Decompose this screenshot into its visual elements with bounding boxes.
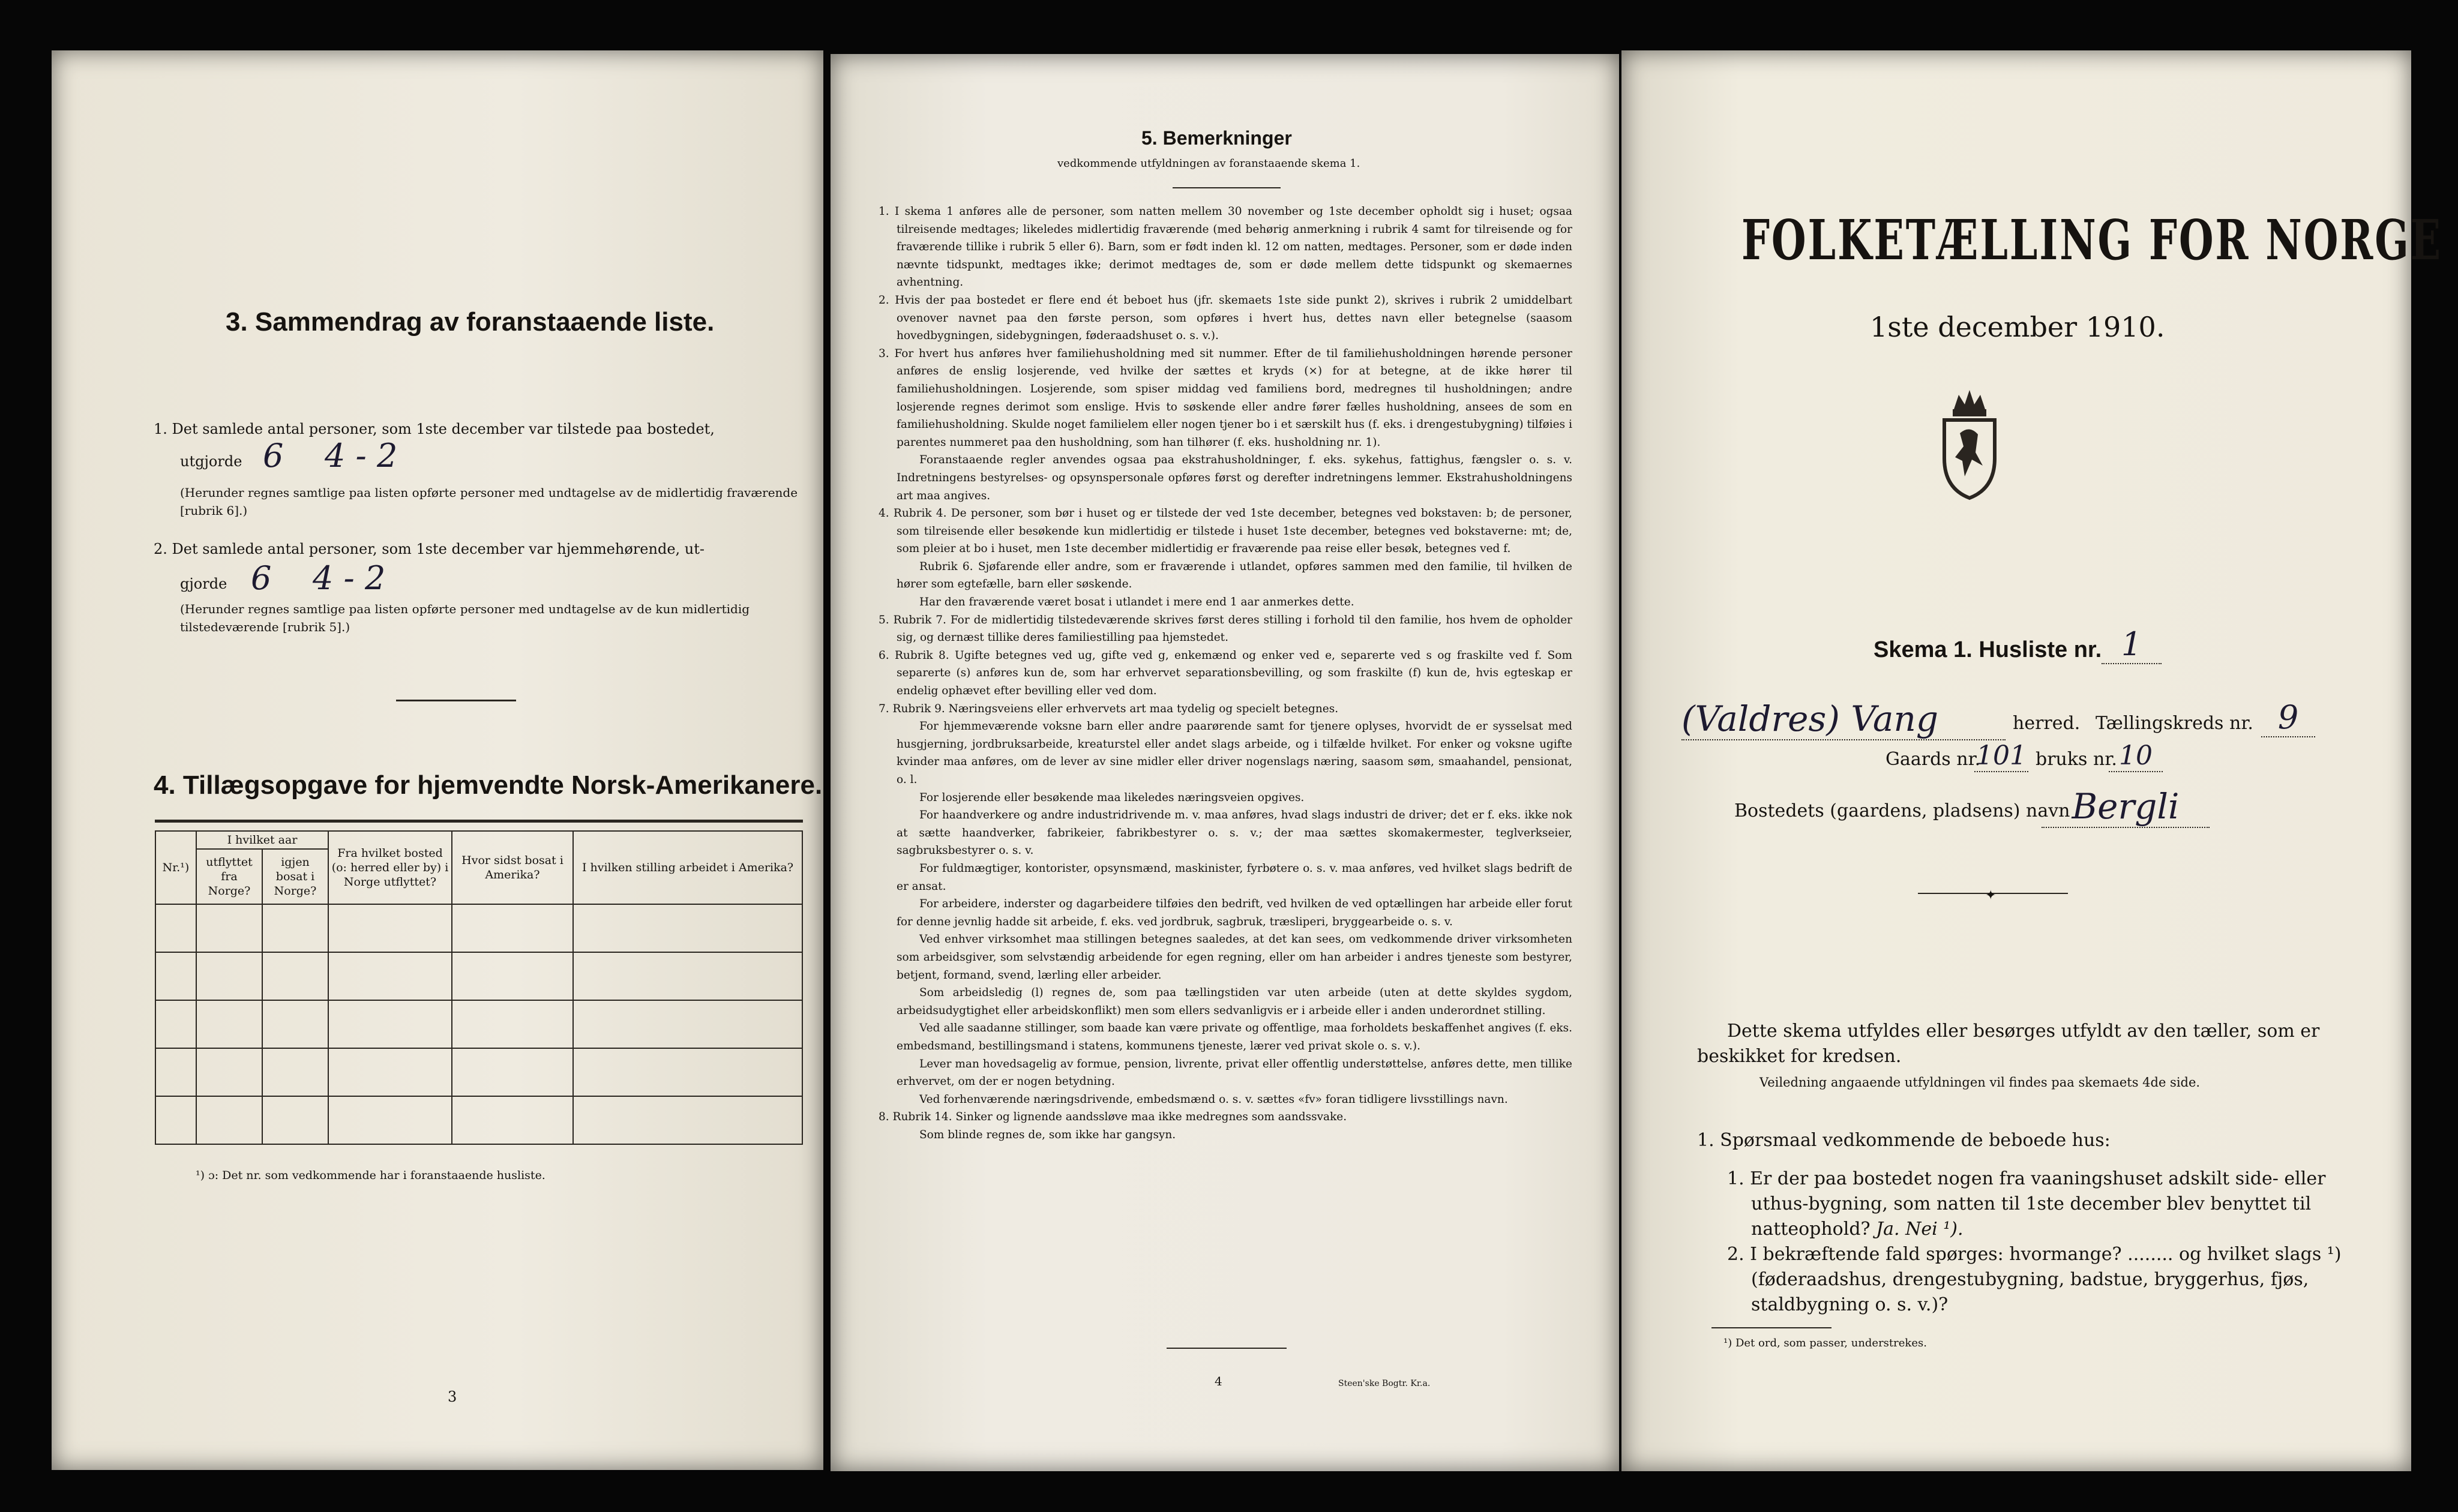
questions-heading: 1. Spørsmaal vedkommende de beboede hus: [1697, 1130, 2111, 1151]
table-row [155, 1048, 802, 1096]
table-row [155, 1096, 802, 1144]
section-3-title: 3. Sammendrag av foranstaaende liste. [226, 307, 715, 337]
remark-paragraph: 7. Rubrik 9. Næringsveiens eller erhvervets art maa tydelig og specielt betegnes. [879, 702, 1339, 715]
coat-of-arms-icon [1936, 386, 2003, 500]
summary-question-2: 2. Det samlede antal personer, som 1ste december var hjemmehørende, ut- [154, 541, 705, 557]
table-row [155, 904, 802, 952]
remark-paragraph: Ved forhenværende næringsdrivende, embedsmænd o. s. v. sættes «fv» foran tidligere livsstillings navn. [919, 1093, 1508, 1106]
page-number: 4 [1215, 1374, 1222, 1388]
remark-paragraph: 5. Rubrik 7. For de midlertidig tilstedeværende skrives først deres stilling i forhold til den familie, hos hvem de opholder sig, og dernæst tillike deres familiestilling paa hjemstedet. [879, 613, 1572, 644]
norsk-amerikanere-table [155, 830, 803, 1145]
summary-question-1: 1. Det samlede antal personer, som 1ste december var tilstede paa bostedet, [154, 421, 715, 437]
col-last-residence: Hvor sidst bosat i Amerika? [452, 831, 573, 904]
summary-q1-value: 6 4 - 2 [263, 437, 398, 475]
remark-paragraph: Ved alle saadanne stillinger, som baade kan være private og offentlige, maa forholdets beskaffenhet angives (f. eks. embedsmand, bestillingsmand i statens, kommunens tjeneste, lærer ved privat skole o. s. v.). [897, 1022, 1572, 1052]
col-emigrated: utflyttet fra Norge? [196, 849, 262, 904]
guide-text: Veiledning angaaende utfyldningen vil findes paa skemaets 4de side. [1759, 1075, 2201, 1090]
table-row [155, 952, 802, 1000]
col-nr: Nr.¹) [155, 831, 196, 904]
remark-paragraph: Som blinde regnes de, som ikke har gangsyn. [919, 1128, 1176, 1141]
remark-paragraph: 4. Rubrik 4. De personer, som bør i huset og er tilstede der ved 1ste december, betegnes ved bokstaven: b; de personer, som tilreisende eller besøkende kun midlertidig er tilstede i huset 1ste december, betegnes ved bokstaverne: mt; de, som pleier at bo i huset, men 1ste december midlertidig er fraværende paa reise eller besøk, betegnes ved f. [879, 507, 1572, 556]
remark-paragraph: 6. Rubrik 8. Ugifte betegnes ved ug, gifte ved g, enkemænd og enker ved e, separerte ved s og fraskilte ved f. Som separerte (s) anføres kun de, som har erhvervet separationsbevilling, og som fraskilte (f) kun de, hvis egteskap er endelig ophævet efter bevilling eller ved dom. [879, 649, 1572, 698]
question-1: 1. Er der paa bostedet nogen fra vaaningshuset adskilt side- eller uthus-bygning, som natten til 1ste december blev benyttet til natteophold? Ja. Nei ¹). [1727, 1168, 2326, 1240]
page-4-remarks [831, 54, 1619, 1471]
page-3-summary [52, 50, 823, 1470]
summary-q2-note: (Herunder regnes samtlige paa listen opførte personer med undtagelse av de kun midlertidig tilstedeværende [rubrik 5].) [180, 602, 750, 634]
remark-paragraph: For hjemmeværende voksne barn eller andre paarørende samt for tjenere oplyses, hvorvidt de er sysselsat med husgjerning, jordbruksarbeide, kreaturstel eller andet slags arbeide, og i tilfælde hvilket. For enker og voksne ugifte kvinder maa anføres, om de lever av sine midler eller driver nogenslags næring, saasom søm, smaahandel, pensionat, o. l. [897, 720, 1572, 786]
remark-paragraph: 2. Hvis der paa bostedet er flere end ét beboet hus (jfr. skemaets 1ste side punkt 2), skrives i rubrik 2 umiddelbart ovenover navnet paa den første person, som opføres i hvert hus, dettes navn eller betegnelse (saasom hovedbygningen, sidebygningen, føderaadshuset o. s. v.). [879, 293, 1572, 343]
remark-paragraph: Foranstaaende regler anvendes ogsaa paa ekstrahusholdninger, f. eks. sykehus, fattighus, fængsler o. s. v. Indretningens bestyrelses- og opsynspersonale opføres først og derefter indretningens lemmer. Ekstrahusholdningens art maa angives. [897, 454, 1572, 502]
remark-paragraph: For arbeidere, inderster og dagarbeidere tilføies den bedrift, ved hvilken de ved optællingen har arbeide eller forut for denne jevnlig hadde sit arbeide, f. eks. ved jordbruk, sagbruk, træsliperi, bryggearbeide o. s. v. [897, 898, 1572, 928]
remark-paragraph: 8. Rubrik 14. Sinker og lignende aandssløve maa ikke medregnes som aandssvake. [879, 1111, 1347, 1124]
remark-paragraph: Ved enhver virksomhet maa stillingen betegnes saaledes, at det kan sees, om vedkommende driver virksomheten som arbeidsgiver, som selvstændig arbeidende for egen regning, eller om han arbeider i andres tjeneste som bestyrer, betjent, formand, svend, lærling eller arbeider. [897, 933, 1572, 982]
col-job: I hvilken stilling arbeidet i Amerika? [573, 831, 802, 904]
summary-q1-label: utgjorde [180, 453, 242, 470]
printer-credit: Steen'ske Bogtr. Kr.a. [1338, 1379, 1431, 1388]
page-number: 3 [448, 1388, 457, 1405]
remark-paragraph: For fuldmægtiger, kontorister, opsynsmænd, maskinister, fyrbøtere o. s. v. maa anføres, ved hvilket slags bedrift de er ansat. [897, 862, 1572, 893]
remarks-title: 5. Bemerkninger [1141, 127, 1292, 149]
bruks-label: bruks nr. [2036, 749, 2117, 770]
intro-text: Dette skema utfyldes eller besørges utfyldt av den tæller, som er beskikket for kredsen. [1697, 1021, 2320, 1067]
page-1-cover [1621, 50, 2443, 1471]
table-footnote: ¹) ɔ: Det nr. som vedkommende har i foranstaaende husliste. [196, 1169, 545, 1182]
ornament: ✦ [1985, 888, 1997, 903]
remark-paragraph: 1. I skema 1 anføres alle de personer, som natten mellem 30 november og 1ste december opholdt sig i huset; ogsaa tilreisende medtages; likeledes midlertidig fraværende (med behørig anmerkning i rubrik 4 samt for tilreisende og for fraværende tillike i rubrik 5 eller 6). Barn, som er født inden kl. 12 om natten, medtages. Personer, som er døde inden nævnte tidspunkt, medtages ikke; derimot medtages de, som er døde mellem dette tidspunkt og skemaernes avhentning. [879, 205, 1572, 289]
bruks-number: 10 [2109, 740, 2163, 772]
census-date: 1ste december 1910. [1870, 311, 2165, 343]
section-4-title: 4. Tillægsopgave for hjemvendte Norsk-Amerikanere. [154, 770, 823, 800]
remarks-subtitle: vedkommende utfyldningen av foranstaaende skema 1. [1057, 157, 1360, 170]
cover-footnote: ¹) Det ord, som passer, understrekes. [1723, 1337, 1927, 1349]
gaards-label: Gaards nr. [1886, 749, 1981, 770]
summary-q1-note: (Herunder regnes samtlige paa listen opførte personer med undtagelse av de midlertidig fraværende [rubrik 6].) [180, 485, 798, 518]
col-returned: igjen bosat i Norge? [262, 849, 328, 904]
remarks-body [879, 203, 1572, 1144]
bosted-label: Bostedets (gaardens, pladsens) navn [1734, 800, 2070, 821]
remark-paragraph: Som arbeidsledig (l) regnes de, som paa tællingstiden var uten arbeide (uten at dette skyldes sygdom, arbeidsudygtighet eller arbeidskonflikt) men som ellers sedvanligvis er i arbeide eller i anden underordnet stilling. [897, 986, 1572, 1017]
herred-value: (Valdres) Vang [1681, 698, 2006, 740]
divider [1167, 1348, 1287, 1349]
question-2: 2. I bekræftende fald spørges: hvormange? ........ og hvilket slags ¹) (føderaadshus, drengestubygning, badstue, bryggerhus, fjøs, staldbygning o. s. v.)? [1727, 1244, 2342, 1315]
remark-paragraph: Rubrik 6. Sjøfarende eller andre, som er fraværende i utlandet, opføres sammen med den familie, til hvilken de hører som egtefælle, barn eller søskende. [897, 560, 1572, 591]
bosted-name: Bergli [2042, 786, 2210, 828]
herred-label: herred. [2013, 713, 2081, 734]
col-group-year: I hvilket aar [196, 831, 328, 849]
remark-paragraph: 3. For hvert hus anføres hver familiehusholdning med sit nummer. Efter de til familiehusholdningen hørende personer anføres de enslig losjerende, ved hvilke der sættes et kryds (×) for at betegne, at de ikke hører til familiehusholdningen. Losjerende, som spiser middag ved familiens bord, medregnes til husholdningen; andre losjerende regnes derimot som enslige. Hvis to søskende eller andre fører fælles husholdning, ansees de som en familiehusholdning. Skulde noget familielem eller nogen tjener bo i et særskilt hus (f. eks. i drengestubygning) tilføies i parentes nummeret paa den husholdning, som han tilhører (f. eks. husholdning nr. 1). [879, 347, 1572, 449]
kreds-number: 9 [2261, 698, 2315, 737]
divider [1711, 1327, 1831, 1328]
summary-q2-value: 6 4 - 2 [251, 559, 386, 597]
divider [1173, 187, 1281, 188]
remark-paragraph: For haandverkere og andre industridrivende m. v. maa anføres, hvad slags industri de driver; det er f. eks. ikke nok at sætte haandverker, fabrikeier, fabrikbestyrer o. s. v.; der maa sættes skomakermester, teglverkseier, sagbruksbestyrer o. s. v. [897, 809, 1572, 857]
table-top-rule [155, 820, 803, 823]
question-1-answer-inline: Ja. Nei ¹). [1876, 1219, 1964, 1240]
husliste-number: 1 [2102, 625, 2162, 664]
divider [396, 700, 516, 701]
table-row [155, 1000, 802, 1048]
schema-label: Skema 1. Husliste nr. [1874, 637, 2102, 662]
col-place: Fra hvilket bosted (o: herred eller by) i Norge utflyttet? [328, 831, 452, 904]
remark-paragraph: Har den fraværende været bosat i utlandet i mere end 1 aar anmerkes dette. [919, 596, 1354, 609]
remark-paragraph: Lever man hovedsagelig av formue, pension, livrente, privat eller offentlig understøttelse, anføres dette, men tillike erhvervet, om der er nogen betydning. [897, 1057, 1572, 1088]
summary-q2-label: gjorde [180, 575, 227, 592]
remark-paragraph: For losjerende eller besøkende maa likeledes næringsveien opgives. [919, 791, 1305, 804]
census-title: FOLKETÆLLING FOR NORGE [1741, 208, 2443, 272]
kreds-label: Tællingskreds nr. [2096, 713, 2253, 734]
gaards-number: 101 [1974, 740, 2028, 772]
